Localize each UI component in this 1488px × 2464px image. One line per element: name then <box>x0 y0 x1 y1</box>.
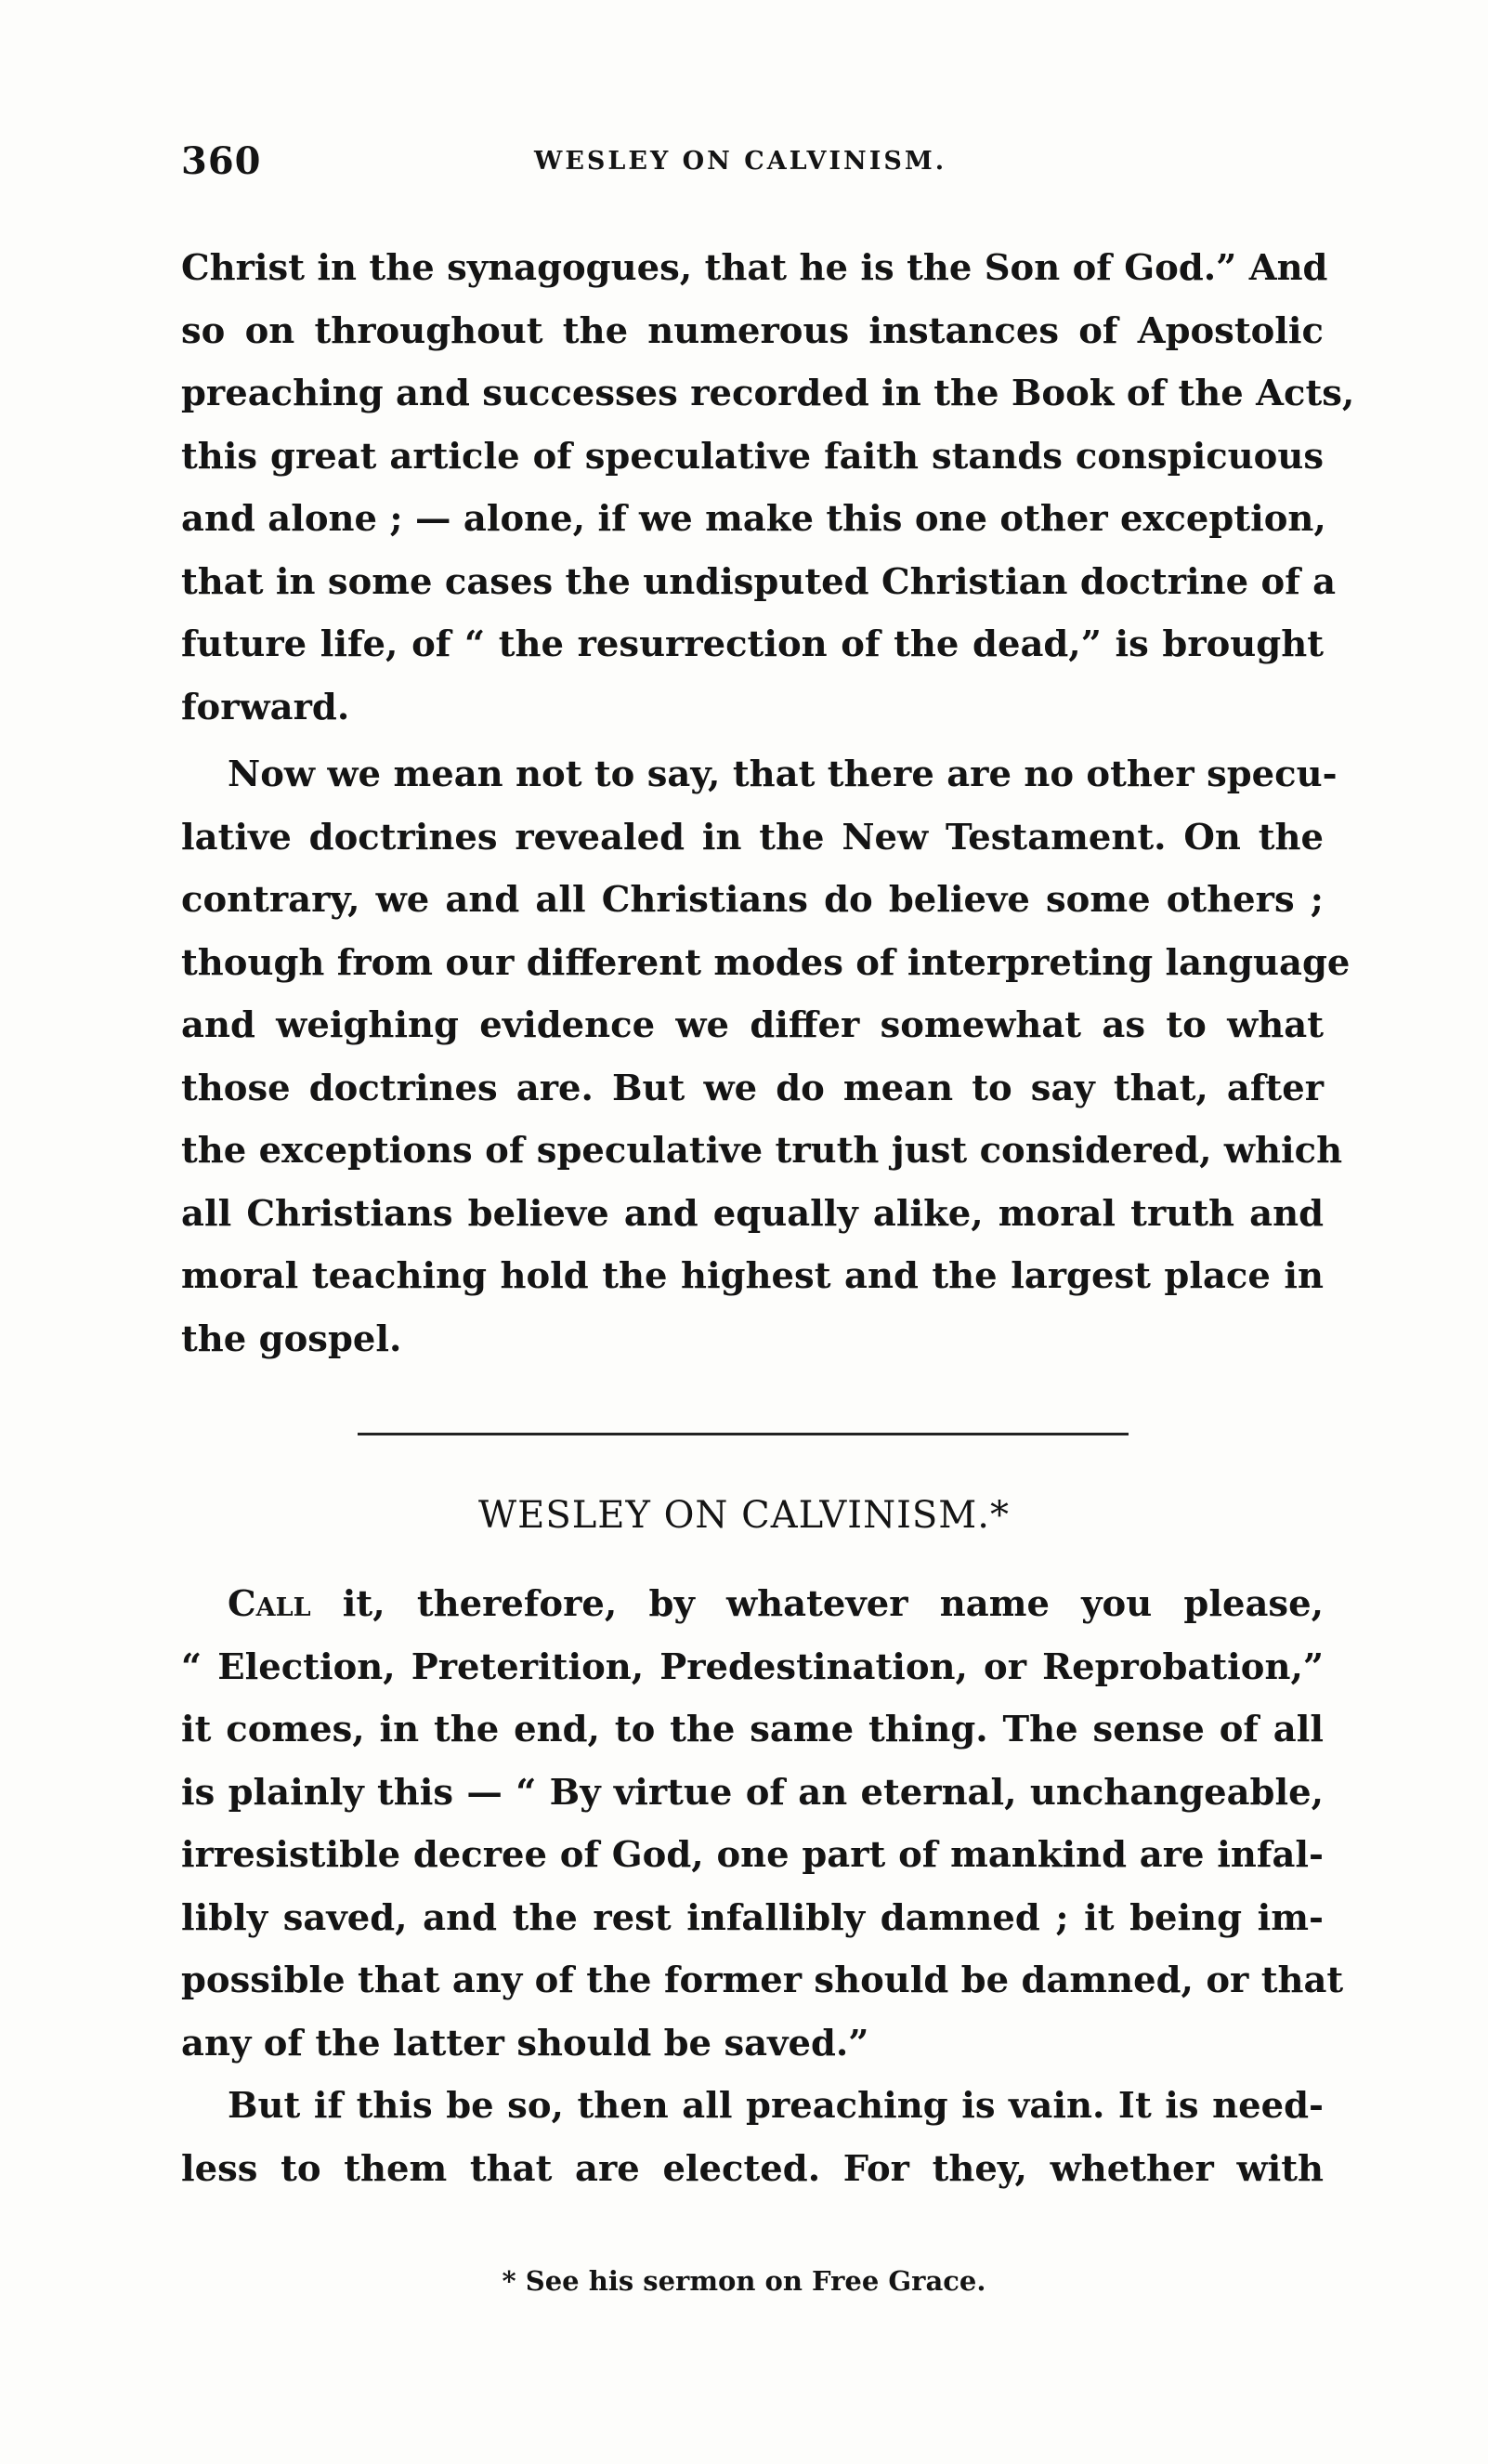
paragraph-call-it <box>181 1573 1344 2075</box>
text-line: any of the latter should be saved.” <box>181 2022 869 2064</box>
text-line: contrary, we and all Christians do believe some others ; <box>181 879 1324 921</box>
text-line: possible that any of the former should be damned, or that <box>181 1959 1344 2001</box>
text-line: libly saved, and the rest infallibly damned ; it being im- <box>181 1896 1324 1939</box>
text-line: irresistible decree of God, one part of mankind are infal- <box>181 1834 1324 1876</box>
text-line: is plainly this — “ By virtue of an eternal, unchangeable, <box>181 1771 1324 1814</box>
paragraph-but-if <box>181 2075 1324 2200</box>
text-line: so on throughout the numerous instances of Apostolic <box>181 309 1324 352</box>
page-number: 360 <box>181 139 262 183</box>
text-line <box>181 1573 1324 1636</box>
text-line: the exceptions of speculative truth just considered, which <box>181 1130 1343 1172</box>
text-line: Christ in the synagogues, that he is the Son of God.” And <box>181 247 1328 289</box>
page-header <box>181 139 1324 186</box>
footnote: * See his sermon on Free Grace. <box>502 2265 986 2297</box>
text-line: preaching and successes recorded in the Book of the Acts, <box>181 373 1355 414</box>
text-line: this great article of speculative faith stands conspicuous <box>181 435 1324 478</box>
text-fragment: it, therefore, by whatever name you please, <box>310 1583 1324 1625</box>
drop-word: Call <box>228 1583 311 1625</box>
section-divider <box>358 1433 1129 1435</box>
text-line: Now we mean not to say, that there are no other specu- <box>228 754 1338 795</box>
text-line: and alone ; — alone, if we make this one other exception, <box>181 498 1326 540</box>
paragraph-now-we-mean <box>181 743 1351 1370</box>
text-line: it comes, in the end, to the same thing. The sense of all <box>181 1709 1324 1750</box>
text-line: But if this be so, then all preaching is vain. It is need- <box>228 2085 1324 2127</box>
text-line: that in some cases the undisputed Christian doctrine of a <box>181 560 1337 603</box>
text-line: future life, of “ the resurrection of the dead,” is brought <box>181 623 1324 665</box>
paragraph-continued <box>181 237 1355 739</box>
text-line: those doctrines are. But we do mean to say that, after <box>181 1067 1324 1109</box>
text-line: the gospel. <box>181 1317 402 1360</box>
text-line: all Christians believe and equally alike, moral truth and <box>181 1192 1324 1235</box>
text-line: forward. <box>181 686 350 728</box>
text-line: “ Election, Preterition, Predestination, or Reprobation,” <box>181 1645 1324 1688</box>
text-line: and weighing evidence we differ somewhat as to what <box>181 1004 1324 1046</box>
article-title: WESLEY ON CALVINISM.* <box>478 1494 1010 1537</box>
text-line: lative doctrines revealed in the New Testament. On the <box>181 816 1324 858</box>
text-line: less to them that are elected. For they, whether with <box>181 2147 1324 2190</box>
text-line: though from our different modes of interpreting language <box>181 941 1351 984</box>
running-head: WESLEY ON CALVINISM. <box>534 147 947 176</box>
text-line: moral teaching hold the highest and the largest place in <box>181 1255 1324 1297</box>
